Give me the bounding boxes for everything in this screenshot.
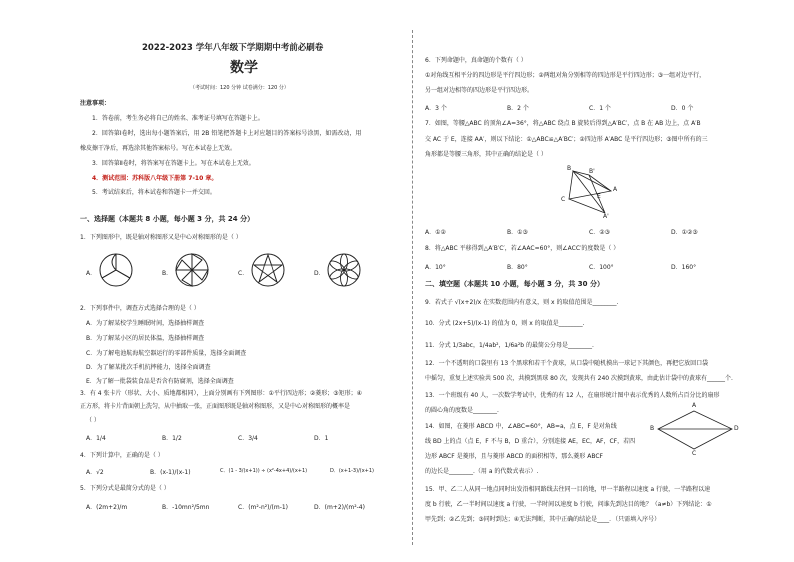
q3-option-c: C．3/4 — [238, 435, 258, 442]
q14-figure — [650, 402, 740, 457]
question-1: 1．下列图形中，既是轴对称图形又是中心对称图形的是（ ） — [80, 234, 242, 241]
notice-item-4: 4．测试范围：苏科版八年级下册第 7-10 章。 — [92, 175, 218, 182]
q4-option-b: B．(x-1)/(x-1) — [150, 469, 191, 476]
q6-option-c: C．1 个 — [589, 105, 611, 112]
question-5: 5．下列分式是最简分式的是（ ） — [80, 485, 170, 492]
question-13-line1: 13．一个班级有 40 人，一次数学考试中，优秀的有 12 人，在扇形统计图中表示优秀的人数所占百分比的扇形 — [425, 392, 720, 399]
fig7-label-c: C — [561, 196, 566, 203]
q1-option-b: B． — [162, 270, 173, 277]
subject-title: 数学 — [230, 60, 258, 76]
q7-option-c: C．②③ — [589, 229, 610, 236]
circle-trefoil-icon — [98, 252, 134, 288]
fig7-label-b: B — [567, 165, 572, 172]
question-7-line2: 交 AC 于 E，连接 AA′，则以下结论：①△ABC≌△A′BC′；②四边形 A′ABC 是平行四边形；③图中所有的三 — [425, 136, 708, 143]
question-14-line4: 的边长是________.（用 a 的代数式表示）. — [425, 468, 539, 475]
q7-option-b: B．①③ — [507, 229, 528, 236]
q8-option-d: D．160° — [671, 264, 697, 271]
q2-option-d: D．为了解某批次手机抗摔能力，选择全面调查 — [86, 364, 211, 371]
question-3-line2: 正方形，将卡片背面朝上洗匀，从中抽取一张，正面图形既是轴对称图形，又是中心对称图形的概率是 — [80, 403, 351, 410]
exam-title: 2022-2023 学年八年级下学期期中考前必刷卷 — [142, 43, 324, 53]
question-13-line2: 的圆心角的度数是________. — [425, 407, 499, 414]
question-12-line1: 12．一个不透明的口袋里有 13 个黑球和若干个黄球，从口袋中随机摸出一球记下其颜色，再把它放回口袋 — [425, 360, 709, 367]
fig7-label-b-prime: B' — [589, 168, 595, 175]
question-7-line3: 角形都是等腰三角形，其中正确的结论是（ ） — [425, 151, 547, 158]
question-6-line3: 另一组对边相等的四边形是平行四边形。 — [425, 87, 534, 94]
question-9: 9．若式子 √(x+2)/x 在实数范围内有意义，则 x 的取值范围是________. — [425, 299, 619, 306]
question-10: 10．分式 (2x+5)/(x-1) 的值为 0，则 x 的取值是________. — [425, 320, 585, 327]
fig7-label-a: A — [613, 186, 618, 193]
question-14-line1: 14．如图，在菱形 ABCD 中，∠ABC=60°，AB=a，点 E，F 是对角线 — [425, 423, 617, 430]
q8-option-b: B．80° — [507, 264, 528, 271]
question-6: 6．下列命题中，真命题的个数有（ ） — [425, 57, 527, 64]
flower-petals-icon — [326, 252, 362, 288]
q7-figure — [563, 165, 623, 220]
fig7-label-a-prime: A' — [603, 213, 609, 220]
question-2: 2．下列事件中，调查方式选择合理的是（ ） — [80, 305, 200, 312]
notice-item-1: 1．答卷前，考生务必将自己的姓名、准考证号填写在答题卡上。 — [92, 115, 264, 122]
question-12-line2: 中摇匀，重复上述实验共 500 次，共摸到黑球 80 次，发现共有 240 次摸到黄球，由此估计袋中的黄球有______个. — [425, 375, 733, 382]
q5-option-a: A．(2m+2)/m — [86, 504, 128, 511]
q2-option-e: E．为了解一批袋装食品是否含有防腐剂，选择全面调查 — [86, 378, 234, 385]
star-pentagon-icon — [250, 252, 286, 288]
question-11: 11．分式 1/3abc，1/4ab²，1/6a²b 的最简公分母是________. — [425, 342, 594, 349]
q7-option-d: D．①②③ — [671, 229, 698, 236]
q6-option-b: B．2 个 — [507, 105, 529, 112]
fig14-label-b: B — [650, 425, 655, 432]
q3-option-d: D．1 — [314, 435, 329, 442]
section2-heading: 二、填空题（本题共 10 小题，每小题 3 分，共 30 分） — [425, 280, 604, 288]
q3-option-b: B．1/2 — [162, 435, 182, 442]
q2-option-b: B．为了解某小区的居民体温，选择抽样调查 — [86, 335, 205, 342]
q2-option-c: C．为了解电池航海航空器运行的零部件质量，选择全面调查 — [86, 350, 247, 357]
notice-heading: 注意事项： — [80, 100, 111, 107]
q4-option-a: A．√2 — [86, 469, 104, 476]
notice-item-2-cont: 橡皮擦干净后，再选涂其他答案标号。写在本试卷上无效。 — [80, 145, 237, 152]
question-3-line3: （ ） — [86, 417, 100, 424]
question-14-line2: 线 BD 上的点（点 E，F 不与 B，D 重合），分别连接 AE，EC，AF，CF，若四 — [425, 438, 636, 445]
q5-option-d: D．(m+2)/(m²-4) — [314, 504, 365, 511]
question-3-line1: 3．有 4 张卡片（形状、大小、质地都相同），上面分别画有下列图形：①平行四边形；②菱形；③矩形；④ — [80, 390, 362, 397]
q3-option-a: A．1/4 — [86, 435, 106, 442]
notice-item-2: 2．回答第Ⅰ卷时，选出每小题答案后，用 2B 铅笔把答题卡上对应题目的答案标号涂黑，如需改动，用 — [92, 130, 362, 137]
question-8: 8．将△ABC 平移得到△A′B′C′，若∠AAC=60°，则∠ACC′的度数是（ ） — [425, 245, 620, 252]
fig14-label-d: D — [734, 425, 739, 432]
q7-option-a: A．①② — [425, 229, 446, 236]
q8-option-a: A．10° — [425, 264, 446, 271]
pinwheel-icon — [174, 252, 210, 288]
question-15-line2: 度 b 行驶，乙一半时间以速度 a 行驶，一半时间以速度 b 行驶，问谁先到达目的地？（a≠b）下列结论：① — [425, 501, 712, 508]
question-7-line1: 7．如图，等腰△ABC 的顶角∠A=36°，将△ABC 绕点 B 旋转后得到△A′BC′，点 B 在 AB 边上，点 A′B — [425, 120, 701, 127]
question-15-line1: 15．甲、乙二人从同一地点同时出发沿相同路线去往同一目的地，甲一半路程以速度 a 行驶，一半路程以速 — [425, 486, 711, 493]
q4-option-c: C．(1 - 3/(x+1)) ÷ (x²-4x+4)/(x+1) — [220, 468, 308, 474]
question-15-line3: 甲先到；②乙先到；③同时到达；④无法判断，其中正确的结论是____．（只需填入序号） — [425, 516, 661, 523]
fig14-label-c: C — [692, 450, 697, 457]
rhombus-figure-icon — [650, 405, 740, 455]
notice-item-3: 3．回答第Ⅱ卷时，将答案写在答题卡上。写在本试卷上无效。 — [92, 160, 255, 167]
column-divider — [412, 30, 413, 545]
q6-option-a: A．3 个 — [425, 105, 447, 112]
question-4: 4．下列计算中，正确的是（ ） — [80, 452, 164, 459]
q6-option-d: D．0 个 — [671, 105, 694, 112]
q5-option-b: B．-10mn²/5mn — [162, 504, 210, 511]
q2-option-a: A．为了解某校学生睡眠时间，选择抽样调查 — [86, 320, 205, 327]
section1-heading: 一、选择题（本题共 8 小题，每小题 3 分，共 24 分） — [80, 215, 255, 223]
q1-option-c: C． — [238, 270, 249, 277]
question-14-line3: 边形 ABCF 是菱形，且与菱形 ABCD 的面积相等，那么菱形 ABCF — [425, 453, 603, 460]
notice-item-5: 5．考试结束后，将本试卷和答题卡一并交回。 — [92, 189, 216, 196]
fig7-label-e: E — [597, 193, 601, 200]
q4-option-d: D．(x+1-3)/(x+1) — [330, 468, 374, 474]
fig14-label-a: A — [692, 402, 697, 409]
question-6-line2: ①对角线互相平分的四边形是平行四边形；②两组对角分别相等的四边形是平行四边形；③一组对边平行， — [425, 72, 706, 79]
left-column — [80, 0, 400, 562]
right-column — [425, 0, 755, 562]
q5-option-c: C．(m²-n²)/(m-1) — [238, 504, 289, 511]
q8-option-c: C．100° — [589, 264, 614, 271]
exam-info: （考试时间：120 分钟 试卷满分：120 分） — [190, 85, 289, 91]
q1-option-a: A． — [86, 270, 97, 277]
q1-option-d: D． — [314, 270, 325, 277]
